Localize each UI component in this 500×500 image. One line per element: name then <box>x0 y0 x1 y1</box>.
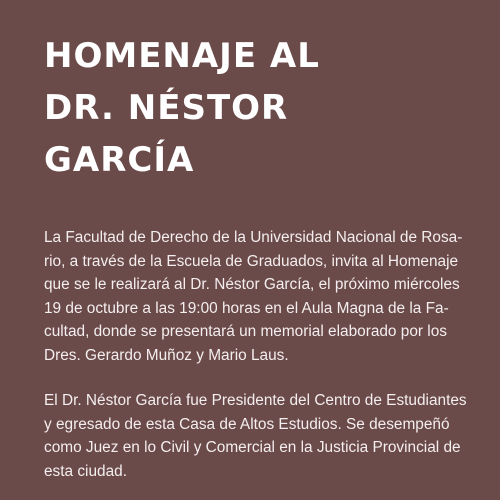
title-line: GARCÍA <box>44 140 195 180</box>
text-line: y egresado de esta Casa de Altos Estudios. Se desempeñó <box>44 415 450 433</box>
text-line: rio, a través de la Escuela de Graduados, invita al Homenaje <box>44 252 459 270</box>
title-line: HOMENAJE AL <box>44 36 320 76</box>
text-line: El Dr. Néstor García fue Presidente del Centro de Estudiantes <box>44 392 467 409</box>
text-line: cultad, donde se presentará un memorial elaborado por los <box>44 323 447 340</box>
title-line: DR. NÉSTOR <box>44 88 289 128</box>
text-line: 19 de octubre a las 19:00 horas en el Aula Magna de la Fa- <box>44 299 449 317</box>
text-line: La Facultad de Derecho de la Universidad Nacional de Rosa- <box>44 229 463 246</box>
paragraph-biography <box>44 389 467 483</box>
article-body <box>44 226 467 500</box>
text-line: que se le realizará al Dr. Néstor García, el próximo miércoles <box>44 276 460 293</box>
page-title <box>44 30 464 186</box>
text-line: Dres. Gerardo Muñoz y Mario Laus. <box>44 346 289 364</box>
text-line: como Juez en lo Civil y Comercial en la Justicia Provincial de <box>44 439 461 456</box>
paragraph-invitation <box>44 226 464 367</box>
text-line: esta ciudad. <box>44 462 127 480</box>
